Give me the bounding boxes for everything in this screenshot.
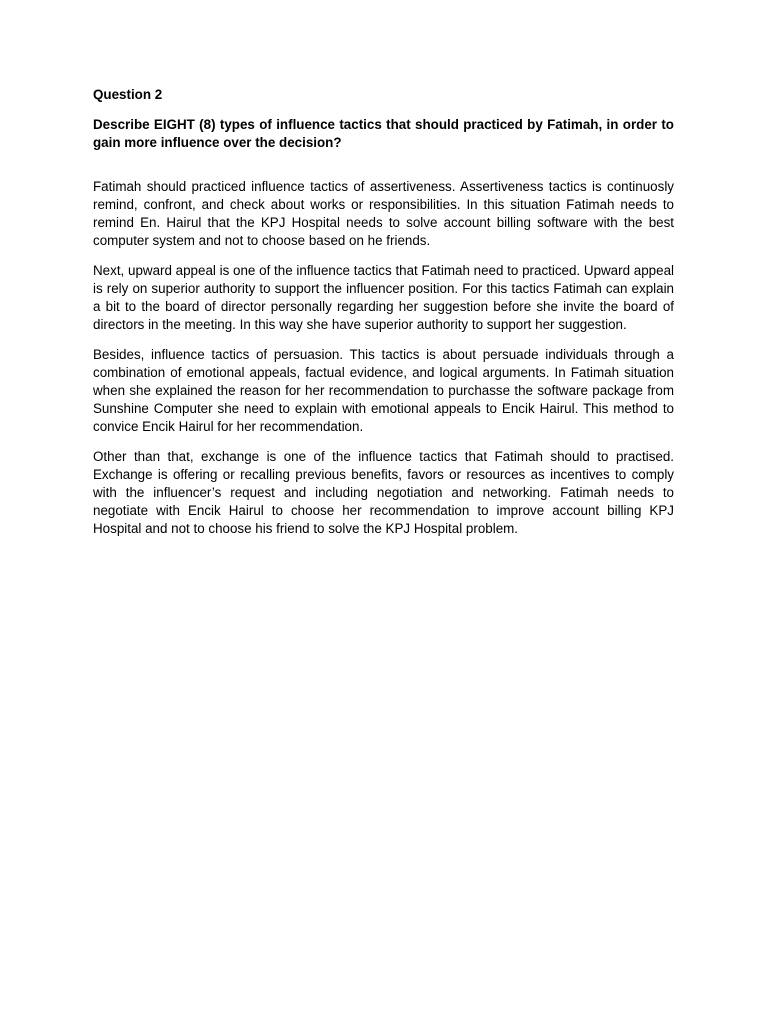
question-heading: Question 2 bbox=[93, 87, 163, 102]
answer-paragraph-exchange: Other than that, exchange is one of the influence tactics that Fatimah should to practised. Exchange is offering or recalling previous benefits, favors or resources as incentives to comply with the influencer’s request and including negotiation and networking. Fatimah needs to negotiate with Encik Hairul to choose her recommendation to improve account billing KPJ Hospital and not to choose his friend to solve the KPJ Hospital problem. bbox=[93, 449, 674, 536]
answer-paragraph-assertiveness: Fatimah should practiced influence tactics of assertiveness. Assertiveness tactics is continuosly remind, confront, and check about works or responsibilities. In this situation Fatimah needs to remind En. Hairul that the KPJ Hospital needs to solve account billing software with the best computer system and not to choose based on he friends. bbox=[93, 179, 674, 248]
document-content bbox=[93, 86, 674, 538]
answer-paragraph-persuasion: Besides, influence tactics of persuasion. This tactics is about persuade individuals through a combination of emotional appeals, factual evidence, and logical arguments. In Fatimah situation when she explained the reason for her recommendation to purchasse the software package from Sunshine Computer she need to explain with emotional appeals to Encik Hairul. This method to convice Encik Hairul for her recommendation. bbox=[93, 347, 674, 434]
question-prompt: Describe EIGHT (8) types of influence tactics that should practiced by Fatimah, in order to gain more influence over the decision? bbox=[93, 117, 674, 150]
answer-paragraph-upward-appeal: Next, upward appeal is one of the influence tactics that Fatimah need to practiced. Upward appeal is rely on superior authority to support the influencer position. For this tactics Fatimah can explain a bit to the board of director personally regarding her suggestion before she invite the board of directors in the meeting. In this way she have superior authority to support her suggestion. bbox=[93, 263, 674, 332]
